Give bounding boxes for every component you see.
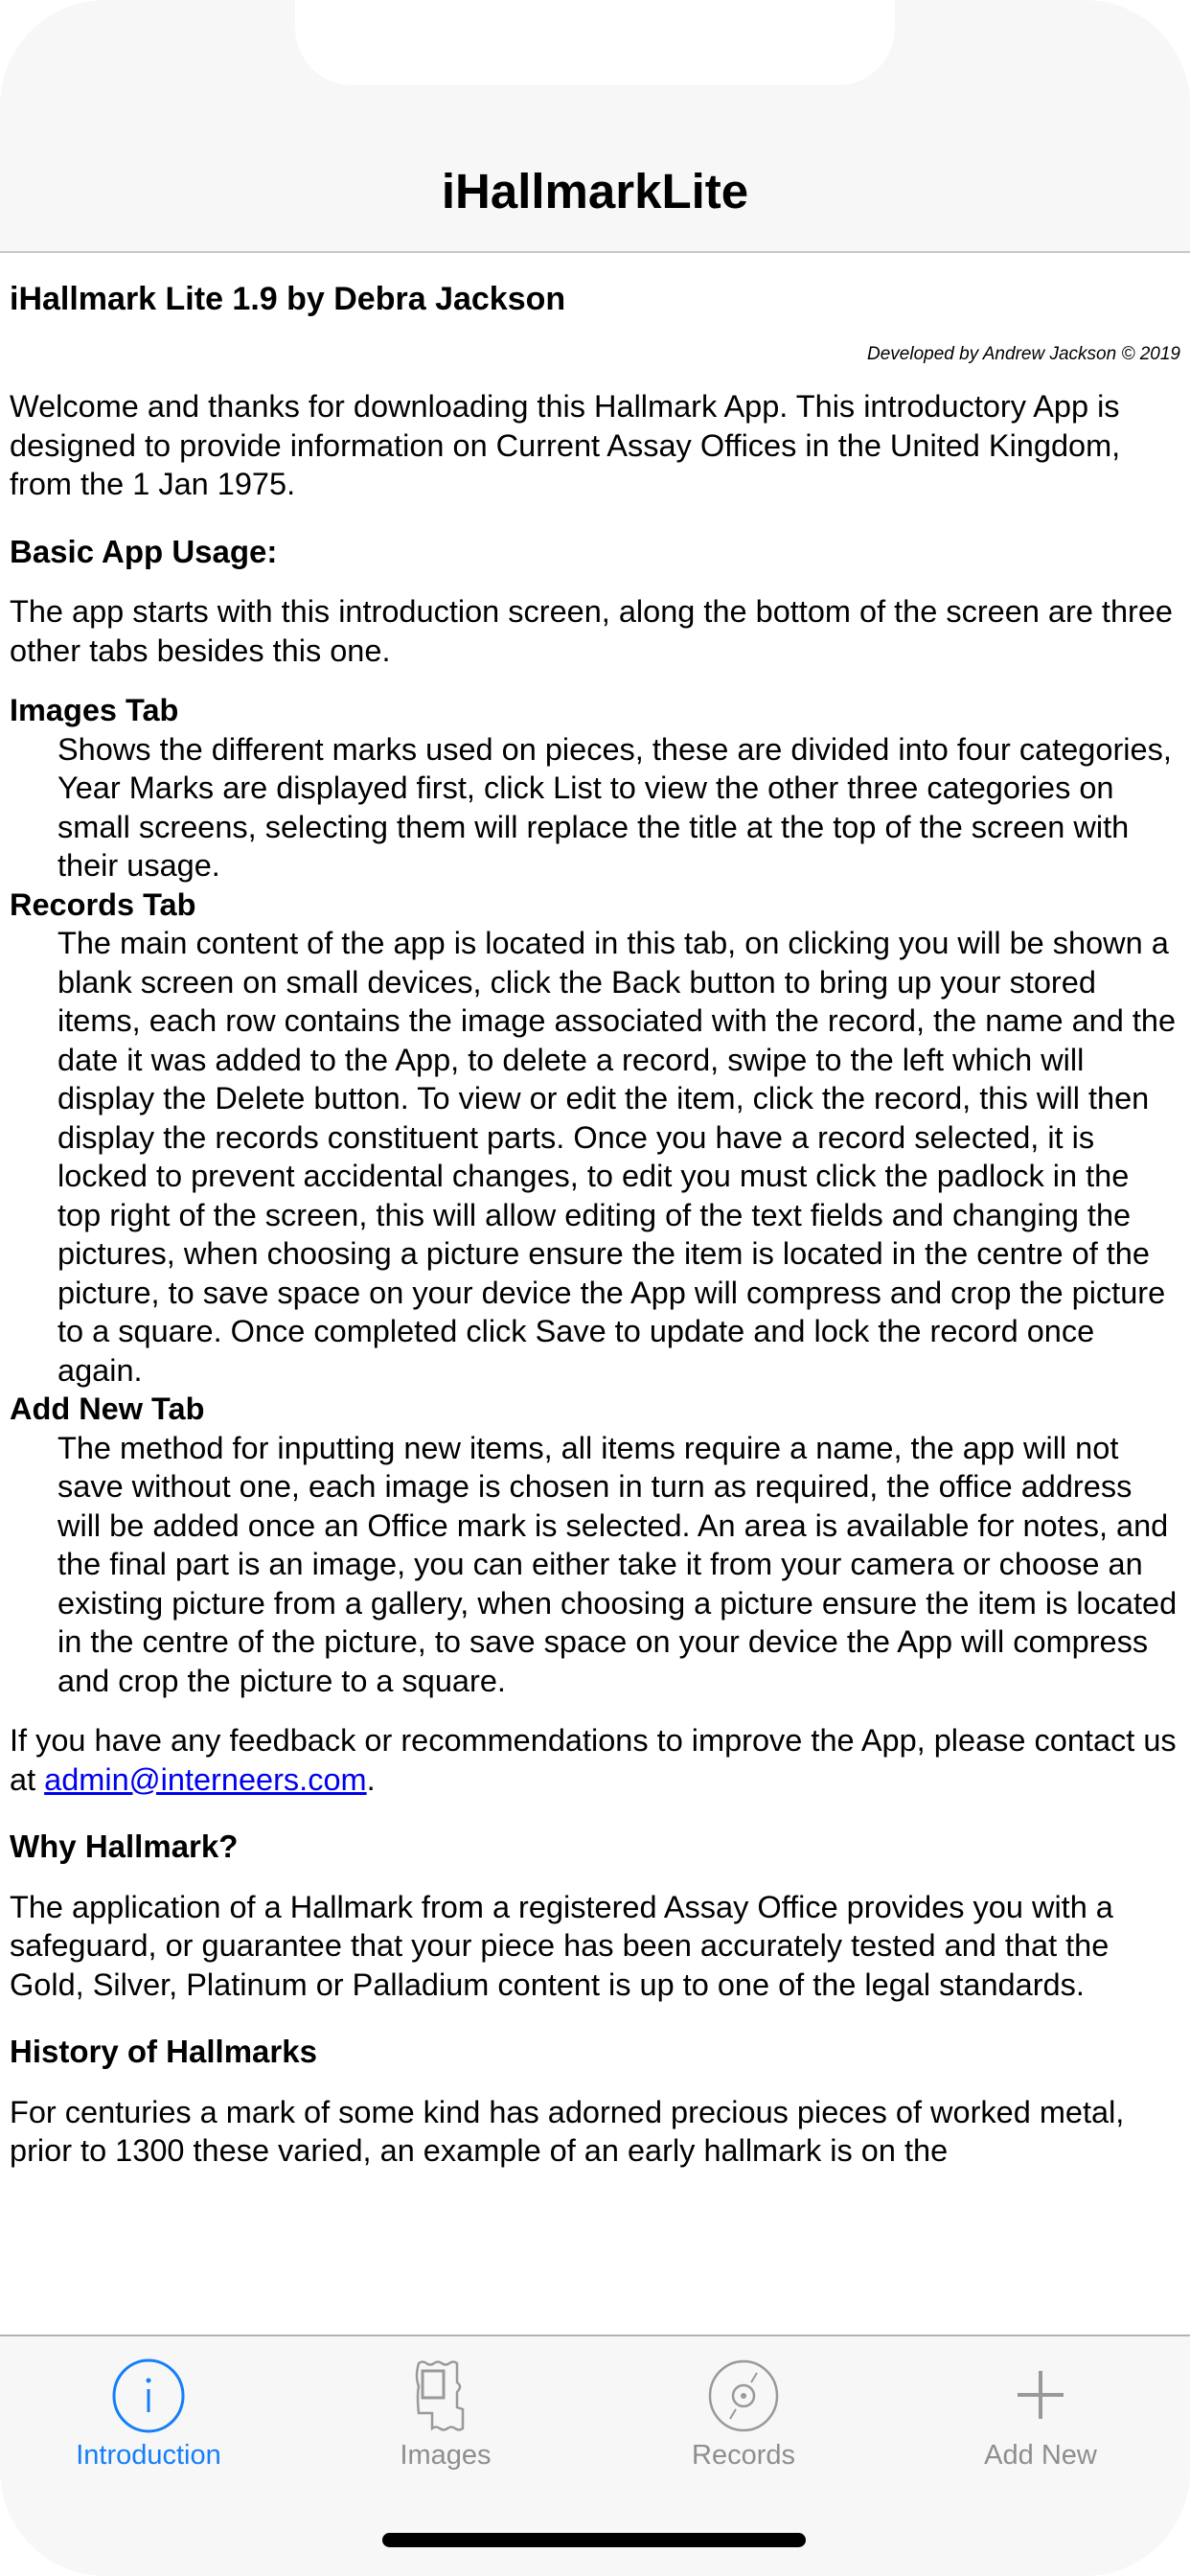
help-title-records: Records Tab <box>10 886 196 922</box>
developer-credit: Developed by Andrew Jackson © 2019 <box>867 344 1180 364</box>
tab-add-new[interactable] <box>892 2336 1189 2509</box>
tab-records[interactable] <box>595 2336 892 2509</box>
tab-label: Introduction <box>76 2440 221 2471</box>
page-title: iHallmarkLite <box>441 164 749 218</box>
welcome-paragraph: Welcome and thanks for downloading this Hallmark App. This introductory App is designed to provide information on Current Assay Offices in the United Kingdom, from the 1 Jan 1975. <box>10 389 1121 501</box>
tab-images[interactable] <box>297 2336 594 2509</box>
tabs-help-list <box>10 691 1180 1700</box>
stamp-icon <box>407 2358 484 2434</box>
history-heading: History of Hallmarks <box>10 2034 317 2069</box>
help-text-add-new: The method for inputting new items, all items require a name, the app will not save without one, each image is chosen in turn as required, the office address will be added once an Office mark is selected. An area is available for notes, and the final part is an image, you can either take it from your camera or choose an existing picture from a gallery, when choosing a picture ensure the item is located in the centre of the picture, to save space on your device the App will compress and crop the picture to a square. <box>57 1430 1178 1698</box>
tab-label: Images <box>400 2440 492 2471</box>
help-text-images: Shows the different marks used on pieces, these are divided into four categories, Year Marks are displayed first, click List to view the other three categories on small screens, selecting them will replace the title at the top of the screen with their usage. <box>57 731 1172 883</box>
why-paragraph: The application of a Hallmark from a registered Assay Office provides you with a safeguard, or guarantee that your piece has been accurately tested and that the Gold, Silver, Platinum or Palladium content is up to one of the legal standards. <box>10 1889 1113 2002</box>
navigation-bar <box>0 0 1190 253</box>
usage-heading: Basic App Usage: <box>10 533 278 569</box>
plus-icon <box>1002 2358 1079 2434</box>
email-link[interactable]: admin@interneers.com <box>44 1761 367 1797</box>
feedback-text: If you have any feedback or recommendations to improve the App, please contact us at <box>10 1723 1177 1797</box>
disc-icon <box>705 2358 782 2434</box>
app-version-heading: iHallmark Lite 1.9 by Debra Jackson <box>10 281 566 317</box>
help-title-add-new: Add New Tab <box>10 1392 205 1426</box>
tab-introduction[interactable] <box>0 2336 297 2509</box>
why-heading: Why Hallmark? <box>10 1828 239 1864</box>
feedback-paragraph <box>10 1721 1180 1799</box>
help-title-images: Images Tab <box>10 693 179 727</box>
feedback-end: . <box>366 1761 376 1797</box>
intro-webview[interactable] <box>0 253 1190 2196</box>
home-indicator[interactable] <box>382 2533 806 2547</box>
history-paragraph: For centuries a mark of some kind has adorned precious pieces of worked metal, prior to 1300 these varied, an example of an early hallmark is on the <box>10 2094 1125 2168</box>
tab-label: Records <box>692 2440 795 2471</box>
device-notch <box>295 0 895 85</box>
usage-paragraph: The app starts with this introduction screen, along the bottom of the screen are three other tabs besides this one. <box>10 594 1174 668</box>
help-text-records: The main content of the app is located in this tab, on clicking you will be shown a blank screen on small devices, click the Back button to bring up your stored items, each row contains the image associated with the record, the name and the date it was added to the App, to delete a record, swipe to the left which will display the Delete button. To view or edit the item, click the record, this will then display the records constituent parts. Once you have a record selected, it is locked to prevent accidental changes, to edit you must click the padlock in the top right of the screen, this will allow editing of the text fields and changing the pictures, when choosing a picture ensure the item is located in the centre of the picture, to save space on your device the App will compress and crop the picture to a square. Once completed click Save to update and lock the record once again. <box>57 926 1177 1388</box>
tab-label: Add New <box>984 2440 1097 2471</box>
info-circle-icon <box>110 2358 187 2434</box>
